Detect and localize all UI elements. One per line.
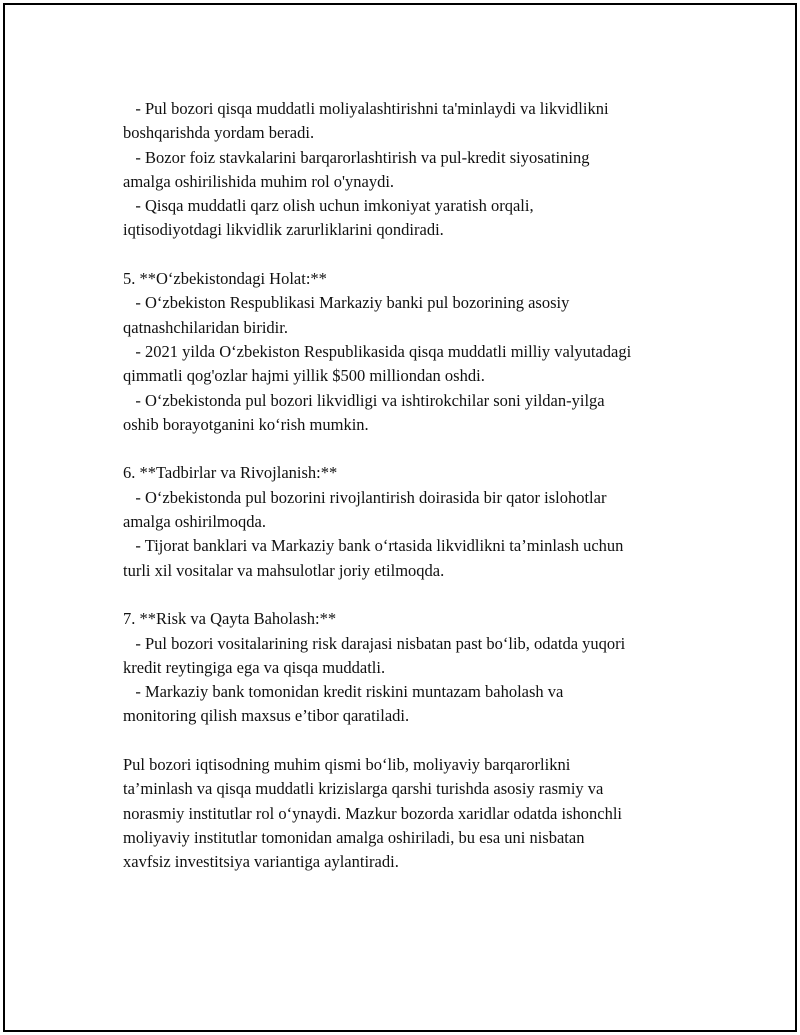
text-line: monitoring qilish maxsus e’tibor qaratiladi. <box>123 706 410 726</box>
text-line: - O‘zbekiston Respublikasi Markaziy banki pul bozorining asosiy <box>123 293 570 313</box>
section-heading: 7. **Risk va Qayta Baholash:** <box>123 609 337 629</box>
paragraph-spacer <box>123 243 703 267</box>
text-line: - Bozor foiz stavkalarini barqarorlashtirish va pul-kredit siyosatining <box>123 147 590 167</box>
section-7-risk <box>123 607 703 728</box>
paragraph-conclusion <box>123 753 703 874</box>
text-line: amalga oshirilmoqda. <box>123 512 266 532</box>
text-line: - Qisqa muddatli qarz olish uchun imkoniyat yaratish orqali, <box>123 196 534 216</box>
text-line: turli xil vositalar va mahsulotlar joriy etilmoqda. <box>123 560 445 580</box>
paragraph-pul-bozori-roli <box>123 97 703 243</box>
section-heading: 5. **O‘zbekistondagi Holat:** <box>123 269 327 289</box>
paragraph-spacer <box>123 583 703 607</box>
text-line: kredit reytingiga ega va qisqa muddatli. <box>123 657 386 677</box>
text-line: ta’minlash va qisqa muddatli krizislarga qarshi turishda asosiy rasmiy va <box>123 779 604 799</box>
text-line: boshqarishda yordam beradi. <box>123 123 315 143</box>
text-line: xavfsiz investitsiya variantiga aylantiradi. <box>123 852 399 872</box>
text-line: - Pul bozori qisqa muddatli moliyalashtirishni ta'minlaydi va likvidlikni <box>123 99 609 118</box>
text-line: - Tijorat banklari va Markaziy bank o‘rtasida likvidlikni ta’minlash uchun <box>123 536 624 556</box>
text-line: moliyaviy institutlar tomonidan amalga oshiriladi, bu esa uni nisbatan <box>123 827 585 847</box>
text-line: - O‘zbekistonda pul bozorini rivojlantirish doirasida bir qator islohotlar <box>123 487 607 507</box>
text-line: amalga oshirilishida muhim rol o'ynaydi. <box>123 171 395 191</box>
text-line: - Pul bozori vositalarining risk darajasi nisbatan past bo‘lib, odatda yuqori <box>123 633 626 653</box>
section-5-ozbekistondagi-holat <box>123 267 703 437</box>
document-body <box>123 97 703 875</box>
text-line: - Markaziy bank tomonidan kredit riskini muntazam baholash va <box>123 682 564 702</box>
paragraph-spacer <box>123 437 703 461</box>
text-line: oshib borayotganini ko‘rish mumkin. <box>123 414 369 434</box>
section-6-tadbirlar <box>123 461 703 582</box>
text-line: qatnashchilaridan biridir. <box>123 317 288 337</box>
section-heading: 6. **Tadbirlar va Rivojlanish:** <box>123 463 338 483</box>
paragraph-spacer <box>123 729 703 753</box>
text-line: - O‘zbekistonda pul bozori likvidligi va ishtirokchilar soni yildan-yilga <box>123 390 605 410</box>
text-line: iqtisodiyotdagi likvidlik zarurliklarini qondiradi. <box>123 220 444 240</box>
text-line: norasmiy institutlar rol o‘ynaydi. Mazkur bozorda xaridlar odatda ishonchli <box>123 803 622 823</box>
text-line: - 2021 yilda O‘zbekiston Respublikasida qisqa muddatli milliy valyutadagi <box>123 341 632 361</box>
text-line: qimmatli qog'ozlar hajmi yillik $500 milliondan oshdi. <box>123 366 485 386</box>
text-line: Pul bozori iqtisodning muhim qismi bo‘lib, moliyaviy barqarorlikni <box>123 755 571 775</box>
page-frame <box>3 3 797 1032</box>
